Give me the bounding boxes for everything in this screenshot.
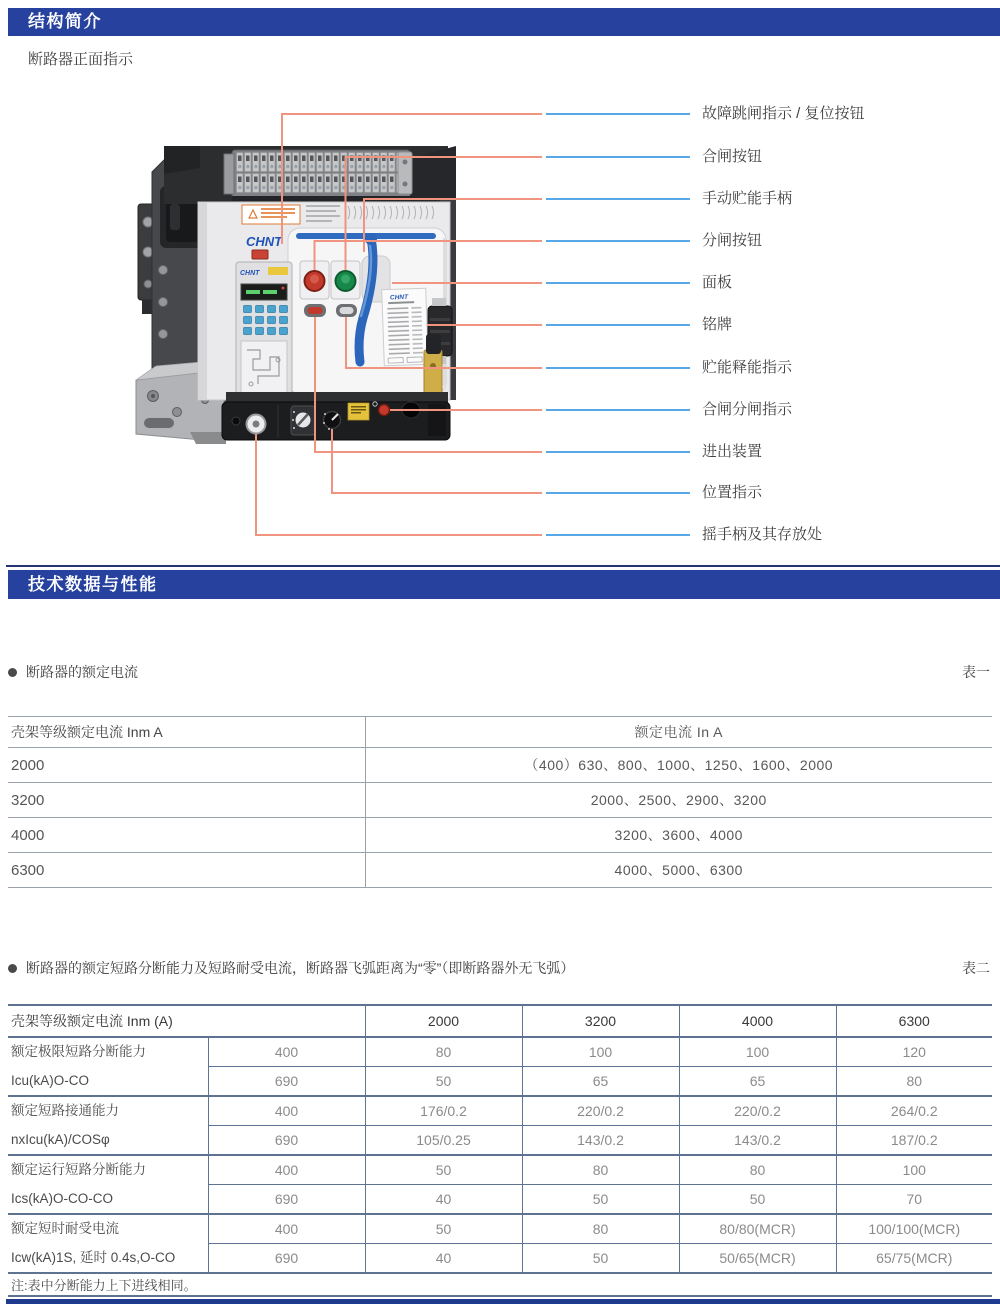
table-row — [8, 1214, 992, 1244]
column-header: 壳架等级额定电流 Inm (A) — [8, 1005, 365, 1037]
parameter-label-cell: 额定运行短路分断能力 Ics(kA)O-CO-CO — [8, 1155, 208, 1214]
value-cell: 143/0.2 — [679, 1126, 836, 1156]
callout-label-lines — [546, 114, 690, 535]
table-row — [8, 1155, 992, 1185]
callout-label-racking-device: 进出装置 — [702, 443, 763, 460]
column-header: 额定电流 In A — [365, 717, 992, 748]
value-cell: 264/0.2 — [836, 1096, 992, 1126]
table2-caption: 断路器的额定短路分断能力及短路耐受电流，断路器飞弧距离为“零”（即断路器外无飞弧） — [26, 960, 575, 976]
breaker-illustration — [136, 146, 456, 444]
voltage-cell: 690 — [208, 1244, 365, 1274]
value-cell: 40 — [365, 1185, 522, 1215]
value-cell: 65 — [679, 1067, 836, 1097]
value-cell: 50 — [522, 1185, 679, 1215]
close-button-icon — [336, 271, 356, 291]
table1-caption-row — [8, 663, 992, 681]
table2-caption-row — [8, 959, 992, 977]
voltage-cell: 400 — [208, 1214, 365, 1244]
warning-sticker-icon — [348, 403, 369, 420]
voltage-cell: 400 — [208, 1155, 365, 1185]
value-cell: 80 — [836, 1067, 992, 1097]
column-header: 壳架等级额定电流 Inm A — [8, 717, 365, 748]
parameter-label-cell: 额定短时耐受电流 Icw(kA)1S, 延时 0.4s,O-CO — [8, 1214, 208, 1273]
table1-caption: 断路器的额定电流 — [26, 664, 138, 680]
table-row — [8, 748, 992, 783]
frame-size-cell: 6300 — [8, 853, 365, 888]
frame-size-cell: 2000 — [8, 748, 365, 783]
table2-tag: 表二 — [962, 960, 990, 976]
table-header-row — [8, 717, 992, 748]
rated-current-table — [8, 716, 992, 888]
voltage-cell: 690 — [208, 1126, 365, 1156]
column-header: 2000 — [365, 1005, 522, 1037]
column-header: 6300 — [836, 1005, 992, 1037]
table-row — [8, 783, 992, 818]
value-cell: 80 — [679, 1155, 836, 1185]
frame-size-cell: 4000 — [8, 818, 365, 853]
racking-selector-icon — [291, 406, 315, 435]
voltage-cell: 400 — [208, 1037, 365, 1067]
nameplate-icon — [382, 288, 429, 365]
voltage-cell: 690 — [208, 1185, 365, 1215]
rated-current-cell: 3200、3600、4000 — [365, 818, 992, 853]
table-note-row — [8, 1273, 992, 1296]
table-note: 注:表中分断能力上下进线相同。 — [8, 1273, 992, 1296]
callout-label-fault-trip-reset: 故障跳闸指示 / 复位按钮 — [702, 105, 865, 122]
parameter-label-cell: 额定极限短路分断能力 Icu(kA)O-CO — [8, 1037, 208, 1096]
value-cell: 50/65(MCR) — [679, 1244, 836, 1274]
value-cell: 65 — [522, 1067, 679, 1097]
value-cell: 50 — [522, 1244, 679, 1274]
rated-current-cell: 2000、2500、2900、3200 — [365, 783, 992, 818]
value-cell: 120 — [836, 1037, 992, 1067]
svg-text:CHNT: CHNT — [240, 270, 260, 277]
value-cell: 220/0.2 — [522, 1096, 679, 1126]
callout-label-close-button: 合闸按钮 — [702, 148, 763, 165]
value-cell: 80 — [522, 1214, 679, 1244]
section-title: 技术数据与性能 — [28, 575, 158, 594]
callout-label-open-button: 分闸按钮 — [702, 232, 763, 249]
callout-label-onoff-indicator: 合闸分闸指示 — [702, 401, 793, 418]
value-cell: 143/0.2 — [522, 1126, 679, 1156]
value-cell: 176/0.2 — [365, 1096, 522, 1126]
value-cell: 100 — [836, 1155, 992, 1185]
figure-subtitle: 断路器正面指示 — [28, 51, 134, 68]
value-cell: 40 — [365, 1244, 522, 1274]
callout-label-charge-release-indicator: 贮能释能指示 — [702, 359, 793, 376]
charge-indicator-icon — [336, 304, 357, 317]
table-row — [8, 853, 992, 888]
svg-text:CHNT: CHNT — [389, 293, 409, 302]
callout-label-position-indicator: 位置指示 — [702, 484, 763, 501]
value-cell: 105/0.25 — [365, 1126, 522, 1156]
value-cell: 100 — [522, 1037, 679, 1067]
section-header-technical-data — [8, 570, 1000, 599]
warning-label-icon — [242, 205, 300, 224]
value-cell: 50 — [365, 1155, 522, 1185]
value-cell: 100 — [679, 1037, 836, 1067]
column-header: 3200 — [522, 1005, 679, 1037]
callout-label-panel: 面板 — [702, 274, 733, 291]
table-row — [8, 1096, 992, 1126]
open-button-icon — [305, 271, 325, 291]
table-header-row — [8, 1005, 992, 1037]
drawout-rail — [222, 392, 450, 440]
callout-label-nameplate: 铭牌 — [702, 316, 733, 333]
value-cell: 187/0.2 — [836, 1126, 992, 1156]
voltage-cell: 690 — [208, 1067, 365, 1097]
value-cell: 80/80(MCR) — [679, 1214, 836, 1244]
value-cell: 70 — [836, 1185, 992, 1215]
rail-reset-button-icon — [379, 405, 390, 416]
right-bracket-icon — [424, 334, 442, 398]
value-cell: 50 — [679, 1185, 836, 1215]
value-cell: 50 — [365, 1214, 522, 1244]
value-cell: 65/75(MCR) — [836, 1244, 992, 1274]
value-cell: 220/0.2 — [679, 1096, 836, 1126]
table-row — [8, 818, 992, 853]
section-divider-rule — [6, 565, 1000, 567]
breaker-figure — [0, 0, 1000, 560]
bullet-icon — [8, 668, 17, 677]
frame-size-cell: 3200 — [8, 783, 365, 818]
rated-current-cell: 4000、5000、6300 — [365, 853, 992, 888]
value-cell: 80 — [522, 1155, 679, 1185]
table1-tag: 表一 — [962, 664, 990, 680]
callout-label-crank-handle-storage: 摇手柄及其存放处 — [702, 526, 823, 543]
value-cell: 50 — [365, 1067, 522, 1097]
breaking-capacity-table — [8, 1004, 992, 1297]
trip-unit — [236, 262, 292, 398]
voltage-cell: 400 — [208, 1096, 365, 1126]
column-header: 4000 — [679, 1005, 836, 1037]
fault-trip-flag-icon — [252, 250, 268, 259]
value-cell: 100/100(MCR) — [836, 1214, 992, 1244]
section-title: 结构简介 — [28, 12, 102, 31]
bullet-icon — [8, 964, 17, 973]
crank-port-icon — [247, 415, 266, 434]
brand-logo: CHNT — [246, 234, 283, 249]
parameter-label-cell: 额定短路接通能力 nxIcu(kA)/COSφ — [8, 1096, 208, 1155]
onoff-indicator-icon — [304, 304, 326, 317]
table-row — [8, 1037, 992, 1067]
callout-label-manual-charge-handle: 手动贮能手柄 — [702, 190, 793, 207]
value-cell: 80 — [365, 1037, 522, 1067]
rated-current-cell: （400）630、800、1000、1250、1600、2000 — [365, 748, 992, 783]
page-footer-rule — [6, 1299, 1000, 1304]
